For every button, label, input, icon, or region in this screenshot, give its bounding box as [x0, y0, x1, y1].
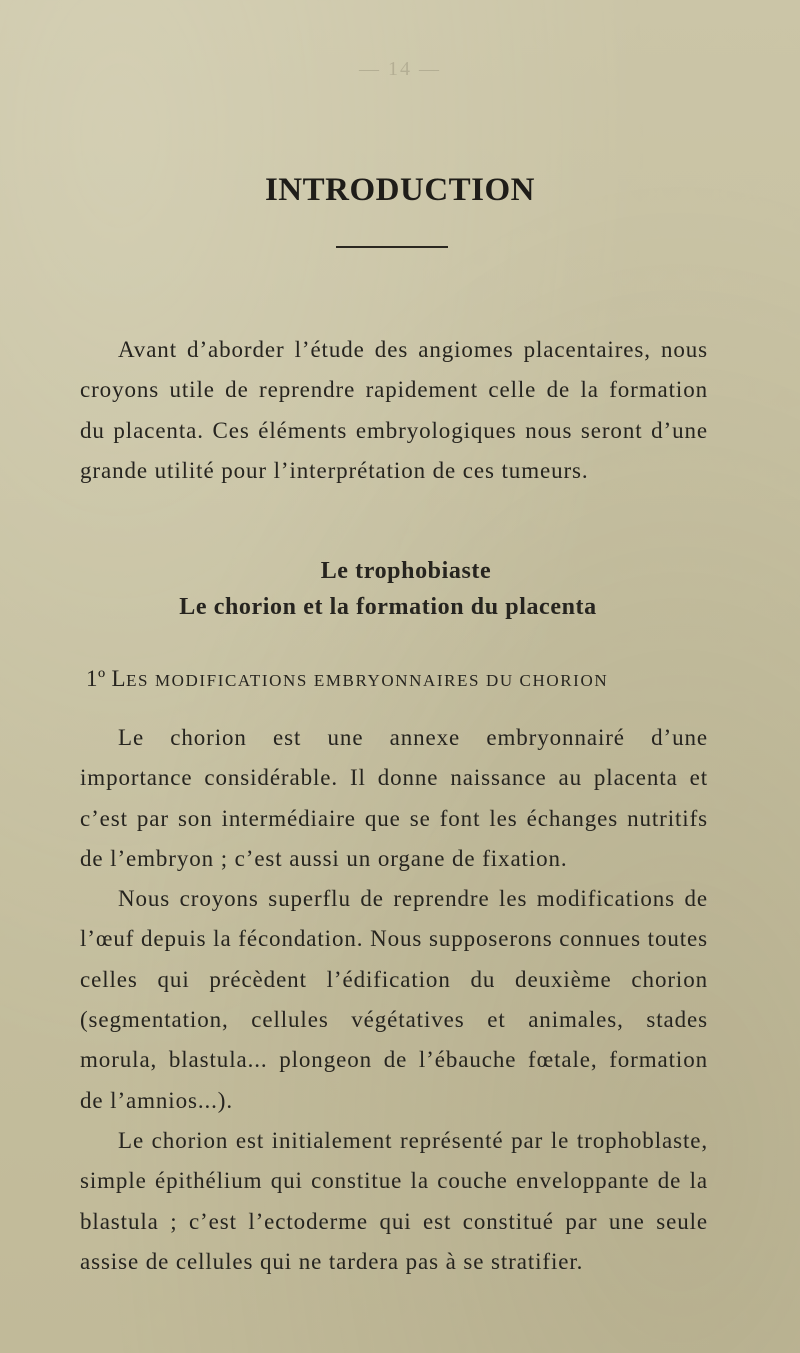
page-number: — 14 —: [359, 58, 441, 80]
title-rule: [336, 246, 448, 248]
section-heading: [86, 666, 726, 692]
intro-paragraph: Avant d’aborder l’étude des angiomes placentaires, nous croyons utile de reprendre rapidement celle de la formation du placenta. Ces éléments embryologiques nous seront d’une grande utilité pour l’interprétation de ces tumeurs.: [80, 337, 708, 483]
main-text: [80, 718, 708, 1282]
section-number: 1º: [86, 666, 106, 691]
section-initial: L: [111, 666, 127, 691]
heading-chorion: Le chorion et la formation du placenta: [179, 594, 597, 620]
page-title: INTRODUCTION: [264, 172, 536, 208]
heading-trophoblaste: Le trophobiaste: [320, 558, 492, 584]
intro-block: [80, 330, 708, 491]
paragraph: Le chorion est une annexe embryonnairé d’une importance considérable. Il donne naissance au placenta et c’est par son intermédiaire que se font les échanges nutritifs de l’embryon ; c’est aussi un organe de fixation.: [80, 725, 708, 871]
paragraph: Le chorion est initialement représenté par le trophoblaste, simple épithélium qui constitue la couche enveloppante de la blastula ; c’est l’ectoderme qui est constitué par une seule assise de cellules qui ne tardera pas à se stratifier.: [80, 1127, 708, 1274]
section-title: ES MODIFICATIONS EMBRYONNAIRES DU CHORION: [126, 671, 609, 690]
paragraph: Nous croyons superflu de reprendre les modifications de l’œuf depuis la fécondation. Nous supposerons connues toutes celles qui précèdent l’édification du deuxième chorion (segmentation, cellules végétatives et animales, stades morula, blastula... plongeon de l’ébauche fœtale, formation de l’amnios...).: [80, 886, 708, 1113]
